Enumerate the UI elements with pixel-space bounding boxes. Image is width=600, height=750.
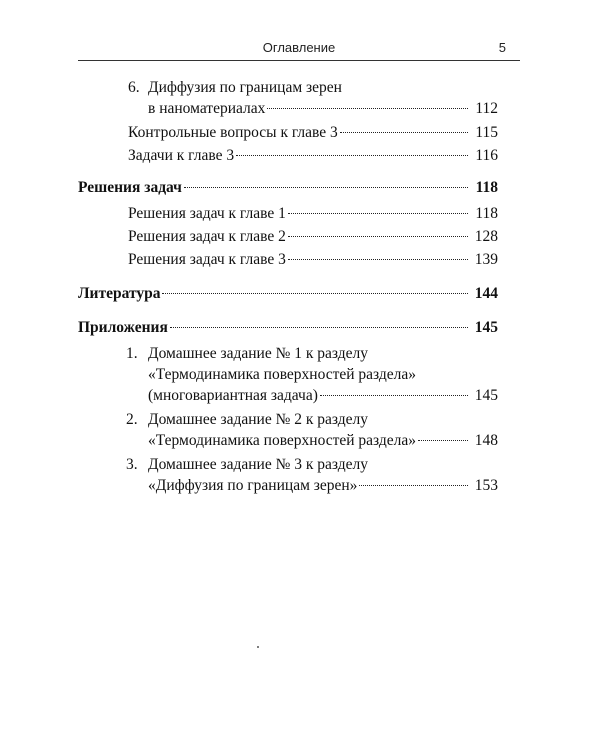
toc-entry-number: 1. (126, 345, 138, 362)
toc-section-literature (78, 284, 498, 304)
toc-entry-homework-2 (148, 431, 498, 451)
toc-entry-label: Контрольные вопросы к главе 3 (128, 124, 338, 141)
leader-dots (162, 293, 468, 294)
toc-entry-title-line1: Домашнее задание № 2 к разделу (148, 411, 369, 428)
toc-section-appendices (78, 318, 498, 338)
toc-entry-number: 2. (126, 411, 138, 428)
toc-entry-label: Решения задач к главе 1 (128, 205, 286, 222)
toc-page-number: 115 (475, 124, 498, 141)
toc-page-number: 118 (475, 205, 498, 222)
toc-entry-homework-3 (148, 476, 498, 496)
leader-dots (288, 236, 468, 237)
leader-dots (288, 213, 468, 214)
toc-page-number: 128 (474, 228, 498, 245)
toc-entry-title-line2: «Термодинамика поверхностей раздела» (148, 366, 417, 383)
leader-dots (320, 395, 468, 396)
leader-dots (184, 187, 468, 188)
toc-page-number: 145 (474, 387, 498, 404)
toc-entry-title-line1: Диффузия по границам зерен (148, 79, 342, 96)
leader-dots (288, 259, 468, 260)
toc-entry-title-line3: (многовариантная задача) (148, 387, 318, 404)
toc-section-solutions (78, 178, 498, 198)
toc-entry-diffusion-nano (148, 99, 498, 119)
toc-page-number: 145 (474, 319, 498, 336)
leader-dots (267, 108, 468, 109)
toc-entry-problems-ch3 (128, 146, 498, 166)
toc-entry-solutions-ch2 (128, 227, 498, 247)
running-head-page-number: 5 (498, 40, 506, 55)
toc-entry-title-line2: в наноматериалах (148, 100, 266, 117)
toc-page-number: 144 (474, 285, 498, 302)
header-rule (78, 60, 520, 61)
toc-entry-solutions-ch3 (128, 250, 498, 270)
toc-entry-title-line1: Домашнее задание № 1 к разделу (148, 345, 369, 362)
toc-entry-title-line2: «Диффузия по границам зерен» (148, 477, 358, 494)
toc-entry-homework-1 (148, 386, 498, 406)
leader-dots (340, 132, 468, 133)
toc-section-label: Решения задач (78, 179, 182, 196)
scan-speck (257, 646, 259, 648)
toc-entry-label: Решения задач к главе 3 (128, 251, 286, 268)
toc-page-number: 139 (474, 251, 498, 268)
toc-page-number: 112 (475, 100, 498, 117)
toc-section-label: Литература (78, 285, 161, 302)
toc-entry-title-line1: Домашнее задание № 3 к разделу (148, 456, 369, 473)
toc-page-number: 116 (475, 147, 498, 164)
toc-entry-number: 3. (126, 456, 138, 473)
leader-dots (418, 440, 468, 441)
leader-dots (170, 327, 468, 328)
toc-entry-number: 6. (128, 79, 140, 96)
toc-page-number: 118 (475, 179, 498, 196)
toc-entry-solutions-ch1 (128, 204, 498, 224)
toc-entry-title-line2: «Термодинамика поверхностей раздела» (148, 432, 417, 449)
toc-section-label: Приложения (78, 319, 168, 336)
running-head-title: Оглавление (262, 40, 336, 55)
leader-dots (359, 485, 468, 486)
toc-entry-control-questions (128, 123, 498, 143)
running-head (78, 40, 520, 58)
toc-page-number: 148 (474, 432, 498, 449)
toc-entry-label: Решения задач к главе 2 (128, 228, 286, 245)
toc-page-number: 153 (474, 477, 498, 494)
leader-dots (236, 155, 468, 156)
toc-entry-label: Задачи к главе 3 (128, 147, 235, 164)
